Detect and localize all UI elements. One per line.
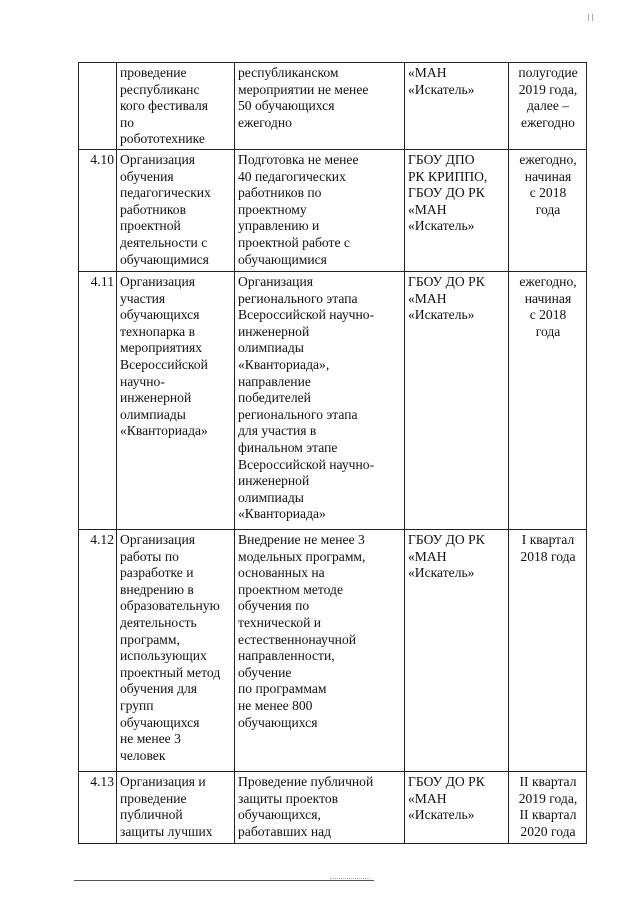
executor-cell: ГБОУ ДПО РК КРИППО, ГБОУ ДО РК «МАН «Искатель» [405, 150, 509, 272]
table-row [79, 150, 587, 272]
action-plan-table [78, 62, 587, 844]
deadline-cell: ежегодно, начиная с 2018 года [509, 272, 587, 530]
table-row [79, 63, 587, 150]
indicator-cell: Внедрение не менее 3 модельных программ, основанных на проектном методе обучения по технической и естественнонаучной направленности, обучение по программам не менее 800 обучающихся [235, 530, 405, 772]
row-number [79, 63, 117, 150]
footer-rule [74, 880, 374, 881]
row-number: 4.13 [79, 772, 117, 844]
executor-cell: ГБОУ ДО РК «МАН «Искатель» [405, 530, 509, 772]
page-corner-mark [588, 14, 593, 21]
executor-cell: «МАН «Искатель» [405, 63, 509, 150]
executor-cell: ГБОУ ДО РК «МАН «Искатель» [405, 772, 509, 844]
footer-dotted-rule [330, 878, 370, 879]
indicator-cell: Проведение публичной защиты проектов обучающихся, работавших над [235, 772, 405, 844]
event-cell: проведение республиканс кого фестиваля по робототехнике [117, 63, 235, 150]
row-number: 4.12 [79, 530, 117, 772]
deadline-cell: I квартал 2018 года [509, 530, 587, 772]
indicator-cell: Организация регионального этапа Всероссийской научно- инженерной олимпиады «Кванториада», направление победителей регионального этапа для участия в финальном этапе Всероссийской научно- инженерной олимпиады «Кванториада» [235, 272, 405, 530]
table-row [79, 530, 587, 772]
event-cell: Организация и проведение публичной защиты лучших [117, 772, 235, 844]
table-row [79, 772, 587, 844]
executor-cell: ГБОУ ДО РК «МАН «Искатель» [405, 272, 509, 530]
table-row [79, 272, 587, 530]
event-cell: Организация обучения педагогических работников проектной деятельности с обучающимися [117, 150, 235, 272]
row-number: 4.11 [79, 272, 117, 530]
deadline-cell: полугодие 2019 года, далее – ежегодно [509, 63, 587, 150]
indicator-cell: Подготовка не менее 40 педагогических работников по проектному управлению и проектной работе с обучающимися [235, 150, 405, 272]
event-cell: Организация участия обучающихся технопарка в мероприятиях Всероссийской научно- инженерной олимпиады «Кванториада» [117, 272, 235, 530]
event-cell: Организация работы по разработке и внедрению в образовательную деятельность программ, использующих проектный метод обучения для групп обучающихся не менее 3 человек [117, 530, 235, 772]
row-number: 4.10 [79, 150, 117, 272]
deadline-cell: II квартал 2019 года, II квартал 2020 года [509, 772, 587, 844]
indicator-cell: республиканском мероприятии не менее 50 обучающихся ежегодно [235, 63, 405, 150]
deadline-cell: ежегодно, начиная с 2018 года [509, 150, 587, 272]
